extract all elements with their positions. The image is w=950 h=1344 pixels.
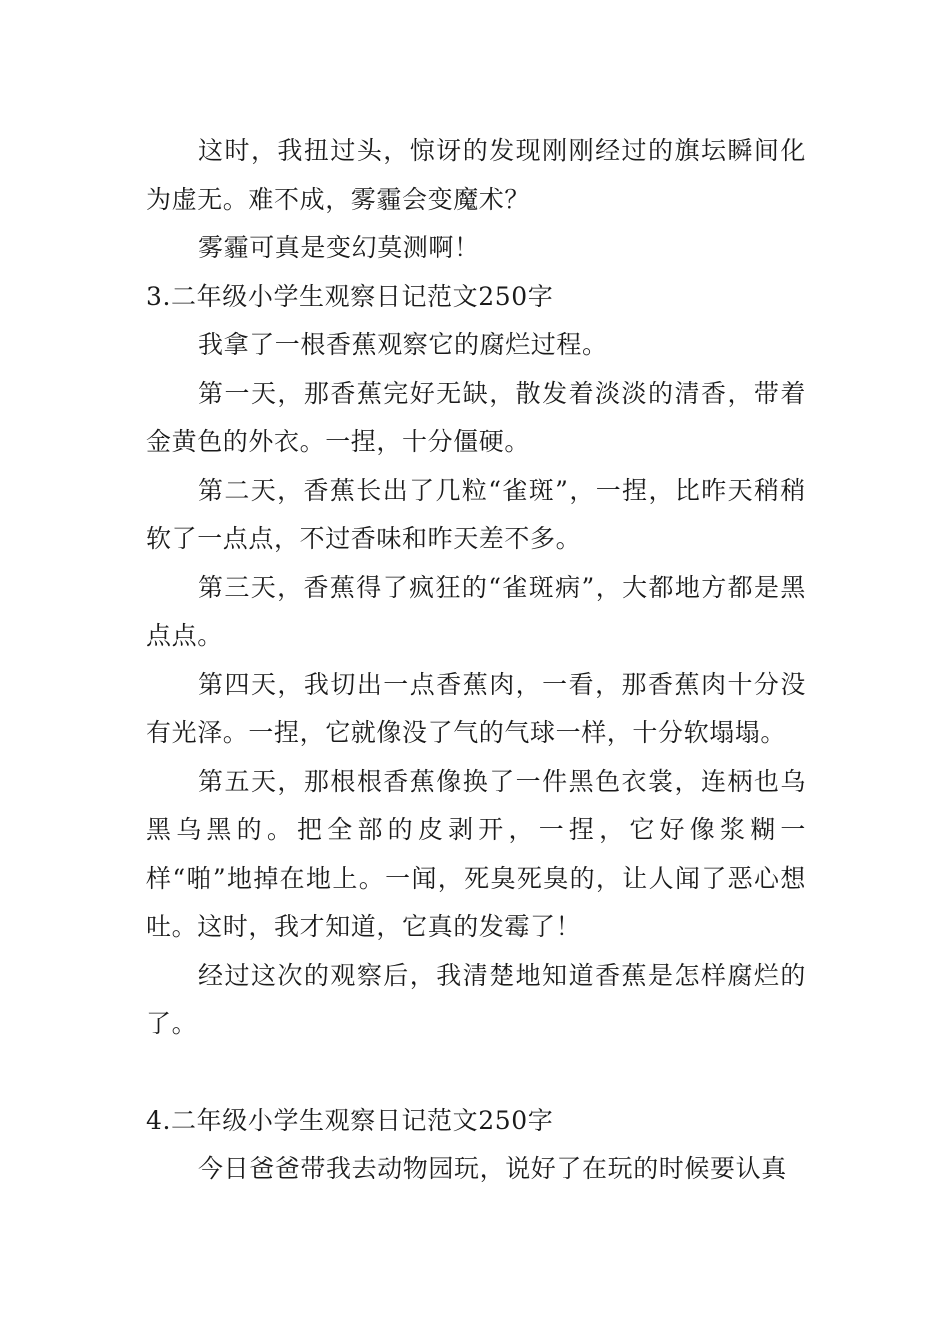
document-page bbox=[146, 127, 806, 1194]
section-heading-3: 3.二年级小学生观察日记范文250字 bbox=[146, 281, 554, 311]
paragraph-fog-flagpole: 这时，我扭过头，惊讶的发现刚刚经过的旗坛瞬间化为虚无。难不成，雾霾会变魔术？ bbox=[146, 136, 806, 214]
paragraph-day-one: 第一天，那香蕉完好无缺，散发着淡淡的清香，带着金黄色的外衣。一捏，十分僵硬。 bbox=[146, 378, 806, 456]
paragraph-day-two: 第二天，香蕉长出了几粒“雀斑”，一捏，比昨天稍稍软了一点点，不过香味和昨天差不多。 bbox=[146, 475, 806, 553]
paragraph-day-four: 第四天，我切出一点香蕉肉，一看，那香蕉肉十分没有光泽。一捏，它就像没了气的气球一样，十分软塌塌。 bbox=[146, 669, 806, 747]
section-heading-4: 4.二年级小学生观察日记范文250字 bbox=[146, 1105, 554, 1135]
paragraph-zoo-intro: 今日爸爸带我去动物园玩，说好了在玩的时候要认真 bbox=[198, 1154, 787, 1183]
paragraph-day-five: 第五天，那根根香蕉像换了一件黑色衣裳，连柄也乌黑乌黑的。把全部的皮剥开，一捏，它好像浆糊一样“啪”地掉在地上。一闻，死臭死臭的，让人闻了恶心想吐。这时，我才知道，它真的发霉了！ bbox=[146, 766, 806, 941]
paragraph-banana-intro: 我拿了一根香蕉观察它的腐烂过程。 bbox=[198, 330, 608, 359]
section-spacer bbox=[146, 1049, 806, 1097]
paragraph-banana-conclusion: 经过这次的观察后，我清楚地知道香蕉是怎样腐烂的了。 bbox=[146, 960, 806, 1038]
paragraph-day-three: 第三天，香蕉得了疯狂的“雀斑病”，大都地方都是黑点点。 bbox=[146, 572, 806, 650]
paragraph-fog-conclusion: 雾霾可真是变幻莫测啊！ bbox=[198, 233, 480, 262]
